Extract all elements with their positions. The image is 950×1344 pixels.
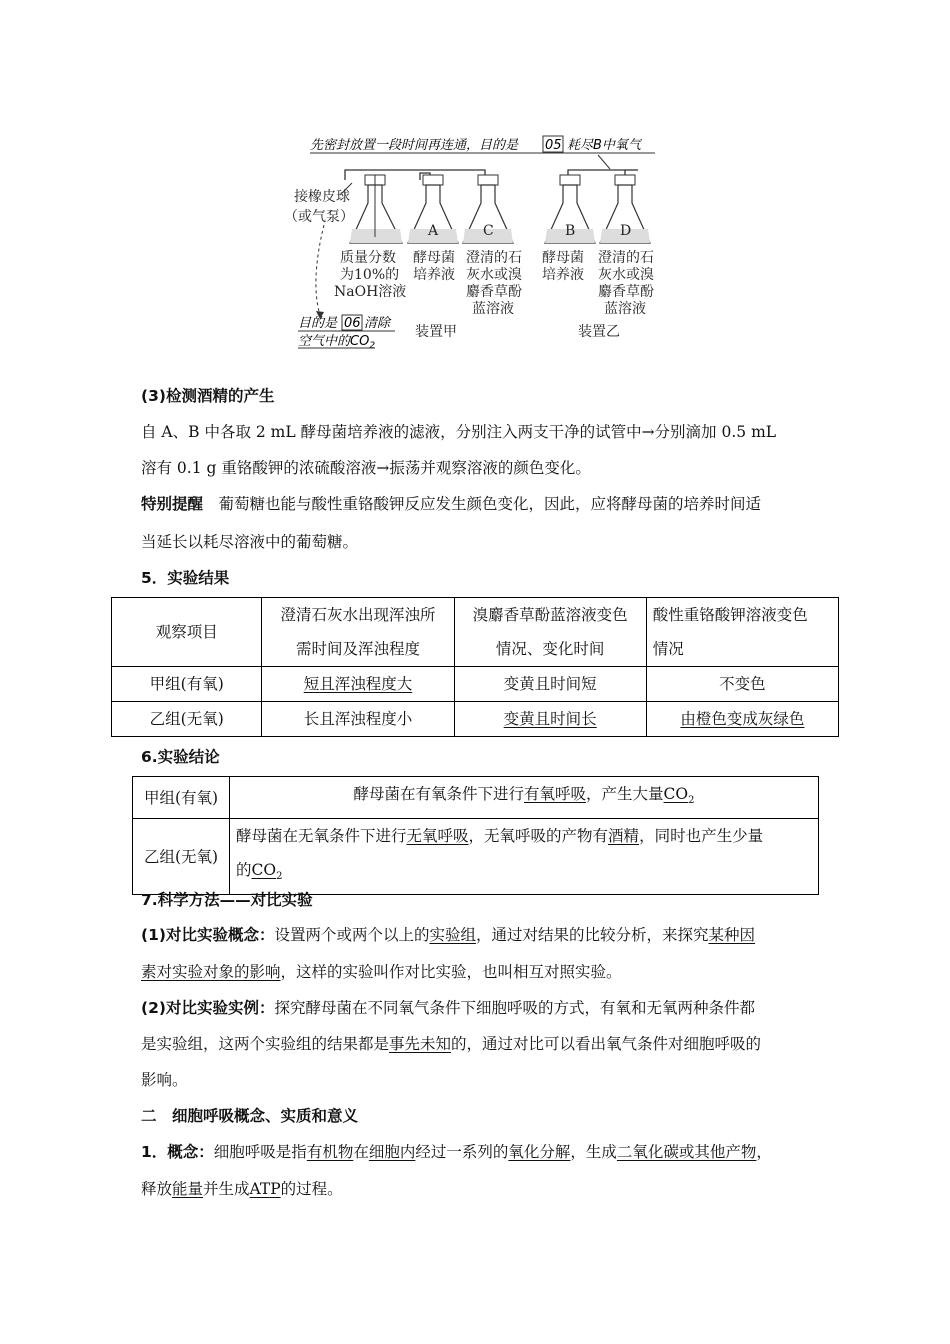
top-note-text: 先密封放置一段时间再连通，目的是 <box>310 138 519 153</box>
naoh-line2: 为10%的 <box>340 267 400 283</box>
yeast-a-line2: 培养液 <box>413 267 455 283</box>
lime-c-line2: 灰水或溴 <box>466 267 522 283</box>
conclusion-table <box>132 776 819 895</box>
header-item: 观察项目 <box>112 598 262 667</box>
header-col1: 澄清石灰水出现浑浊所 需时间及浑浊程度 <box>262 598 454 667</box>
section5-title: 5．实验结果 <box>141 569 230 587</box>
top-note-num: 05 <box>545 138 562 153</box>
top-note-post: 耗尽B中氧气 <box>567 138 641 153</box>
row-cell: 变黄且时间短 <box>454 667 646 702</box>
lime-c-line1: 澄清的石 <box>466 250 522 266</box>
bottom-note-line2: 空气中的$CO_2$ <box>298 334 376 350</box>
row-cell: 由橙色变成灰绿色 <box>646 702 838 737</box>
section3-line2: 溶有 0.1 g 重铬酸钾的浓硫酸溶液→振荡并观察溶液的颜色变化。 <box>141 459 591 477</box>
row-cell: 酵母菌在无氧条件下进行无氧呼吸，无氧呼吸的产物有酒精，同时也产生少量 的$CO_2$ <box>230 819 819 895</box>
header-col2: 溴麝香草酚蓝溶液变色 情况、变化时间 <box>454 598 646 667</box>
naoh-line3: NaOH溶液 <box>334 284 407 300</box>
flask-b-label: B <box>565 223 576 239</box>
yeast-a-line1: 酵母菌 <box>413 250 455 266</box>
lime-c-line4: 蓝溶液 <box>472 301 514 317</box>
row-name: 乙组(无氧) <box>133 819 230 895</box>
naoh-line1: 质量分数 <box>340 250 396 266</box>
tip-label: 特别提醒 <box>141 495 204 513</box>
device-yi-label: 装置乙 <box>578 324 620 340</box>
flask-a-label: A <box>428 223 439 239</box>
bottom-note-post: 清除 <box>364 316 391 331</box>
flask-b <box>545 175 595 243</box>
row-cell: 酵母菌在有氧条件下进行有氧呼吸，产生大量$CO_2$ <box>230 777 819 819</box>
section3-title: (3)检测酒精的产生 <box>141 387 275 405</box>
yeast-b-line1: 酵母菌 <box>542 250 584 266</box>
section2-title: 二 细胞呼吸概念、实质和意义 <box>141 1107 359 1125</box>
lime-d-line2: 灰水或溴 <box>598 267 654 283</box>
row-name: 甲组(有氧) <box>112 667 262 702</box>
tip-line1: 特别提醒 葡萄糖也能与酸性重铬酸钾反应发生颜色变化，因此，应将酵母菌的培养时间适 <box>141 495 762 513</box>
lime-d-line1: 澄清的石 <box>598 250 654 266</box>
flask-c <box>463 175 513 243</box>
lime-c-line3: 麝香草酚 <box>466 284 522 300</box>
pump-label-1: 接橡皮球 <box>294 189 350 205</box>
section7-p2-line2: 是实验组，这两个实验组的结果都是事先未知的，通过对比可以看出氧气条件对细胞呼吸的 <box>141 1035 762 1053</box>
bottom-note-pre: 目的是 <box>298 316 338 331</box>
table-row <box>112 702 839 737</box>
section7-p1-line2: 素对实验对象的影响，这样的实验叫作对比实验，也叫相互对照实验。 <box>141 963 622 981</box>
row-cell: 短且浑浊程度大 <box>262 667 454 702</box>
flask-c-label: C <box>483 223 494 239</box>
table-row <box>133 777 819 819</box>
yeast-b-line2: 培养液 <box>542 267 584 283</box>
section3-line1: 自 A、B 中各取 2 mL 酵母菌培养液的滤液，分别注入两支干净的试管中→分别滴加 0.5 mL <box>141 423 777 441</box>
row-cell: 长且浑浊程度小 <box>262 702 454 737</box>
pump-label-2: （或气泵） <box>284 209 354 225</box>
row-cell: 变黄且时间长 <box>454 702 646 737</box>
apparatus-diagram <box>280 125 680 350</box>
table-row <box>112 667 839 702</box>
device-jia-label: 装置甲 <box>415 324 457 340</box>
results-table <box>111 597 839 737</box>
row-cell: 不变色 <box>646 667 838 702</box>
table-header-row <box>112 598 839 667</box>
tip-line2: 当延长以耗尽溶液中的葡萄糖。 <box>141 533 359 551</box>
section7-title: 7.科学方法——对比实验 <box>141 891 313 909</box>
flask-d-label: D <box>620 223 632 239</box>
section7-p2-line3: 影响。 <box>141 1071 188 1089</box>
section7-p1-line1: (1)对比实验概念：设置两个或两个以上的实验组，通过对结果的比较分析，来探究某种因 <box>141 926 756 944</box>
flask-a <box>408 175 458 243</box>
lime-d-line4: 蓝溶液 <box>604 301 646 317</box>
row-name: 甲组(有氧) <box>133 777 230 819</box>
section6-title: 6.实验结论 <box>141 748 220 766</box>
header-col3: 酸性重铬酸钾溶液变色 情况 <box>646 598 838 667</box>
lime-d-line3: 麝香草酚 <box>598 284 654 300</box>
concept-line2: 释放能量并生成ATP的过程。 <box>141 1180 343 1198</box>
concept-line1: 1．概念：细胞呼吸是指有机物在细胞内经过一系列的氧化分解，生成二氧化碳或其他产物， <box>141 1143 772 1161</box>
flask-d <box>600 175 650 243</box>
bottom-note-num: 06 <box>344 316 361 331</box>
flask-naoh <box>350 175 402 243</box>
row-name: 乙组(无氧) <box>112 702 262 737</box>
section7-p2-line1: (2)对比实验实例：探究酵母菌在不同氧气条件下细胞呼吸的方式，有氧和无氧两种条件都 <box>141 999 755 1017</box>
